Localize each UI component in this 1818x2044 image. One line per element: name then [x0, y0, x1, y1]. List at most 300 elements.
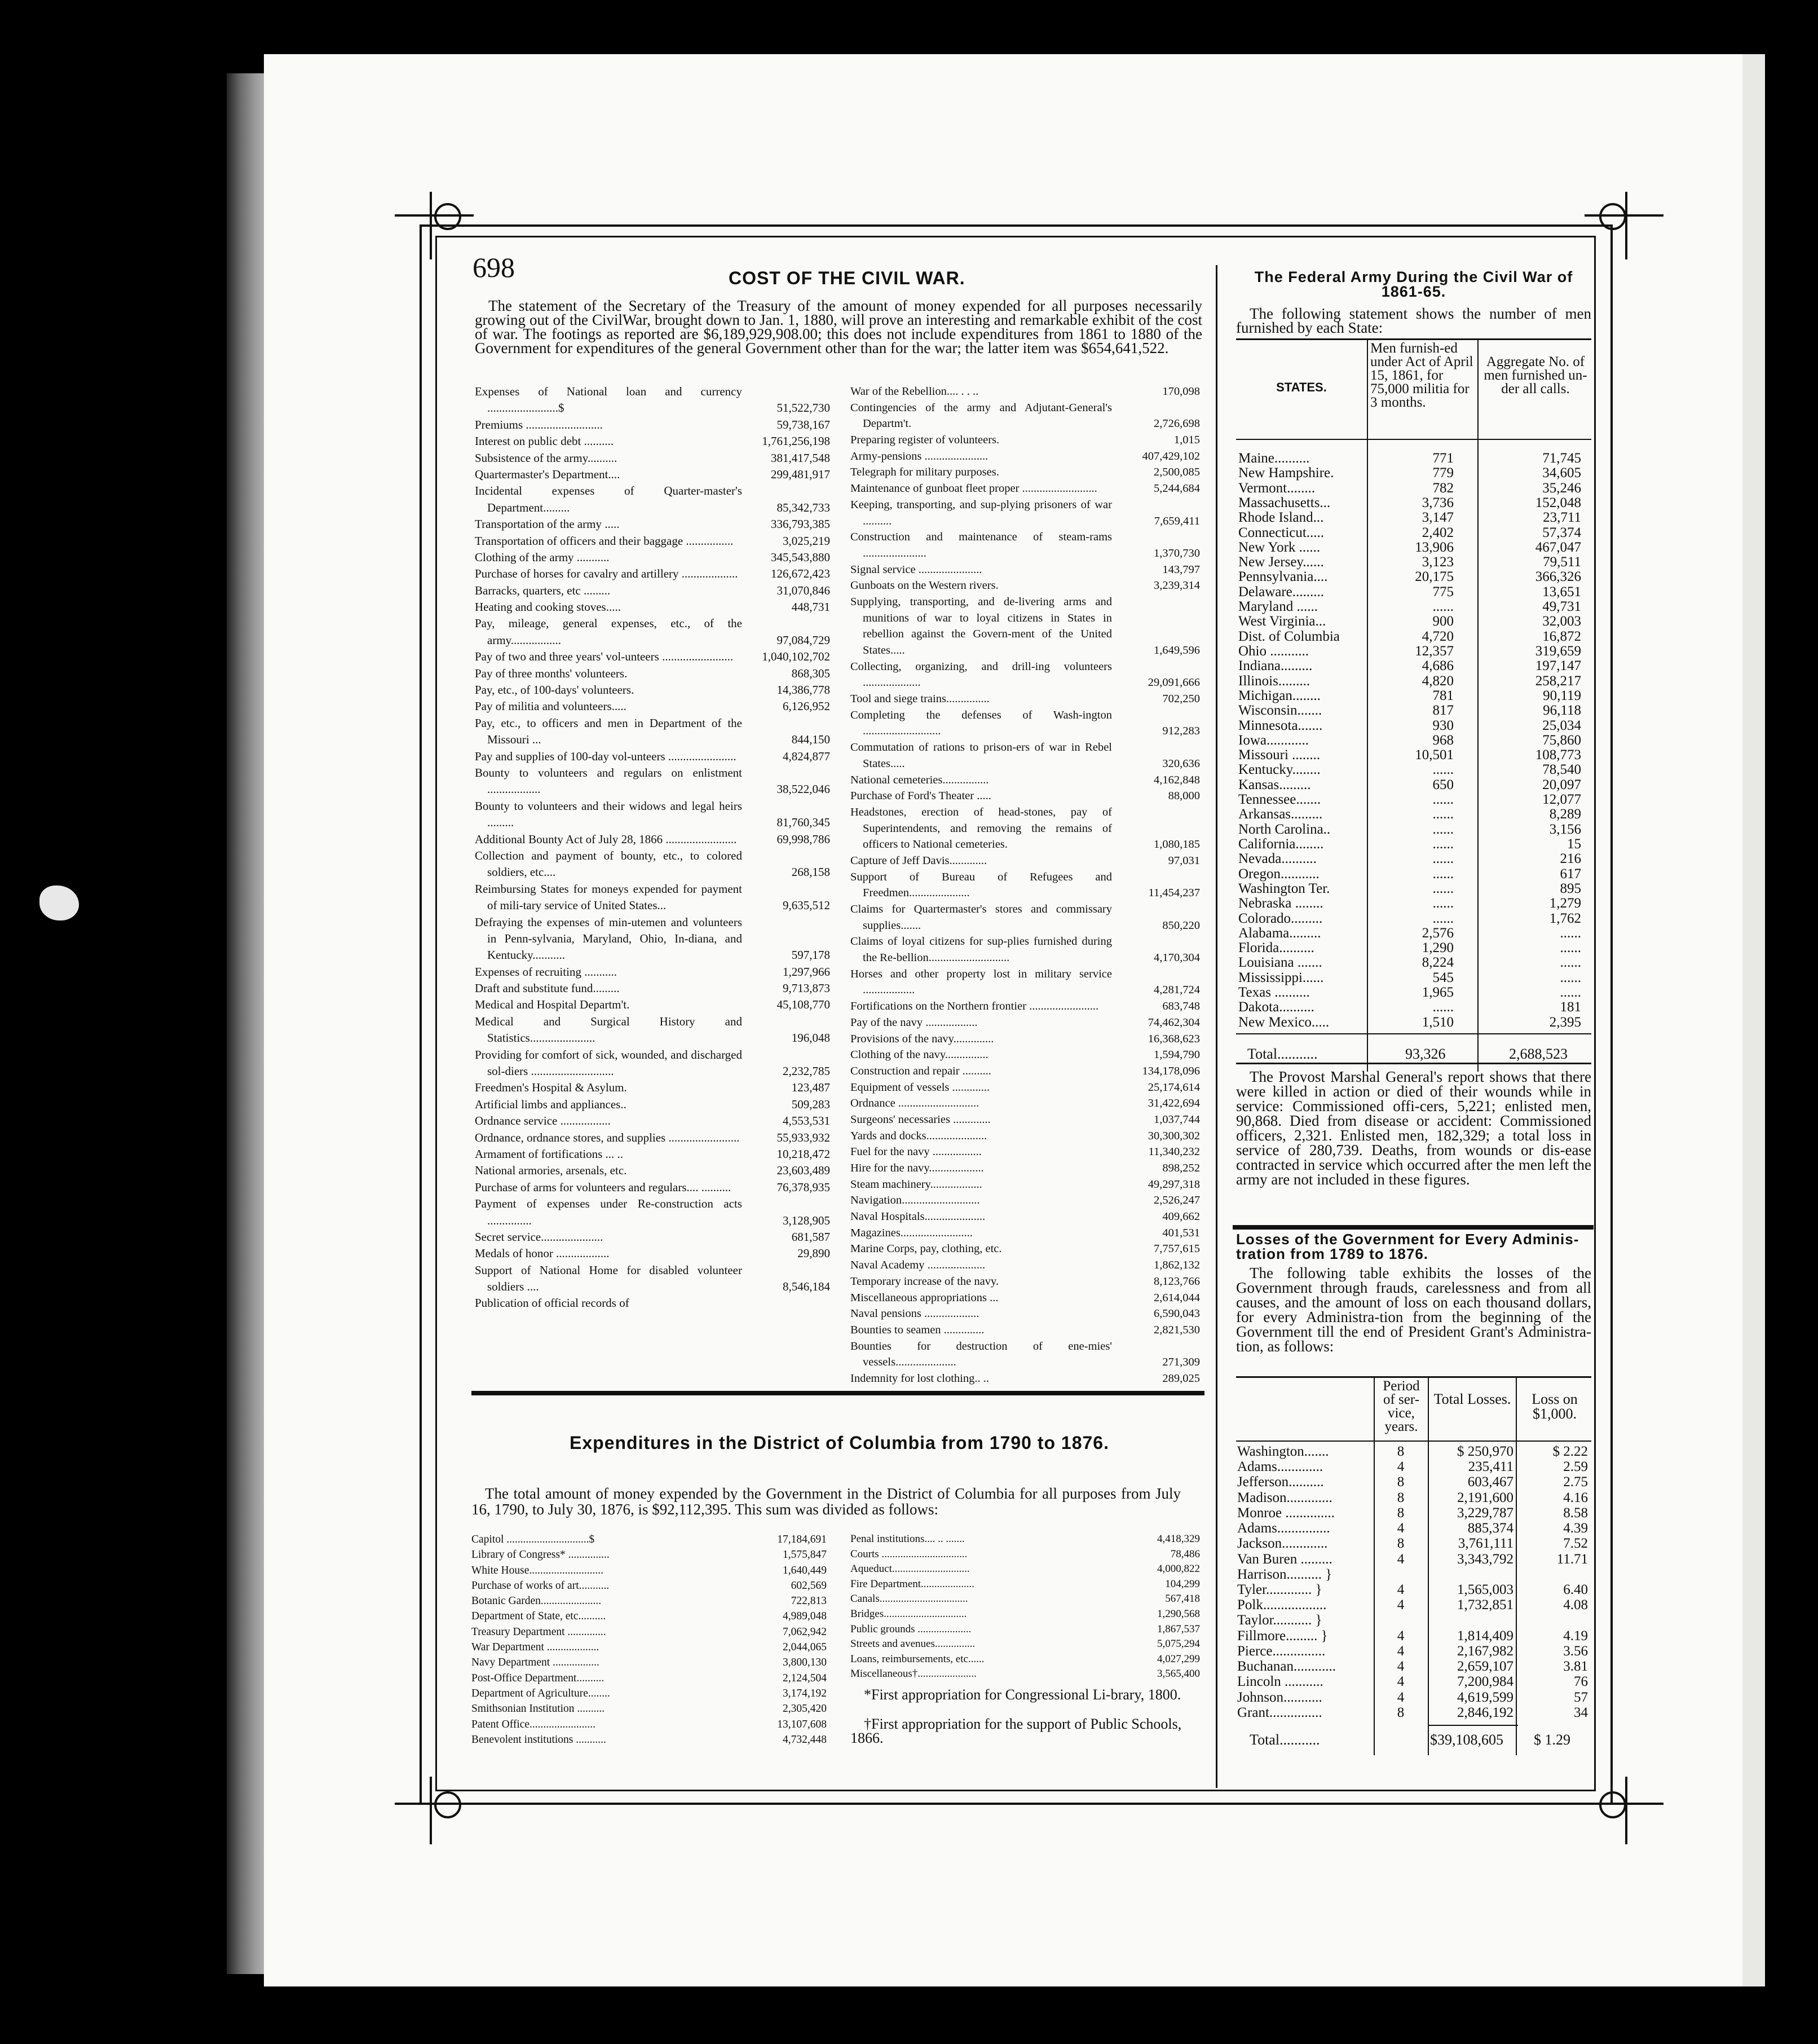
expense-label: Contingencies of the army and Adjutant-General's Departm't. [850, 401, 1112, 430]
expense-label: Incidental expenses of Quarter-master's Department......... [475, 484, 742, 514]
expense-label: Pay of militia and volunteers..... [475, 699, 626, 713]
administration-total-loss: 1,732,851 [1457, 1597, 1513, 1613]
expense-value: 170,098 [1162, 385, 1200, 398]
expense-value: 2,044,065 [783, 1641, 827, 1654]
expense-item [850, 1592, 1200, 1607]
state-men-aggregate: 1,762 [1549, 911, 1581, 926]
state-name: Pennsylvania.... [1238, 570, 1328, 585]
expense-item [475, 566, 830, 582]
expense-value: 104,299 [1165, 1578, 1200, 1590]
state-name: Kansas......... [1238, 777, 1311, 792]
expense-value: 76,378,935 [776, 1180, 830, 1194]
expense-item [850, 691, 1200, 707]
administration-total-loss: 603,467 [1467, 1474, 1513, 1490]
expense-value: 702,250 [1162, 693, 1200, 706]
expense-value: 97,031 [1168, 854, 1200, 867]
expense-item [471, 1717, 827, 1732]
state-row [1236, 674, 1591, 689]
state-men-1861: 3,736 [1422, 495, 1454, 510]
state-name: Minnesota....... [1238, 718, 1323, 733]
state-name: Oregon........... [1238, 866, 1320, 882]
expense-item [475, 583, 830, 599]
state-men-aggregate: ...... [1560, 970, 1581, 985]
expense-item [475, 881, 830, 914]
expense-item [850, 853, 1200, 869]
state-name: Kentucky........ [1238, 763, 1321, 778]
administration-period: 4 [1397, 1551, 1405, 1567]
administration-period: 4 [1397, 1659, 1405, 1675]
expense-label: Support of National Home for disabled volunteer soldiers .... [475, 1263, 742, 1294]
expense-item [850, 998, 1200, 1015]
expense-value: 2,726,698 [1154, 417, 1200, 430]
expense-label: Surgeons' necessaries ............. [850, 1113, 991, 1126]
expense-item [850, 1577, 1200, 1592]
administration-name: Johnson........... [1237, 1689, 1322, 1705]
state-men-1861: 650 [1432, 777, 1454, 792]
expense-value: 25,174,614 [1148, 1081, 1200, 1094]
state-name: North Carolina.. [1238, 822, 1331, 837]
expense-value: 1,037,744 [1154, 1113, 1200, 1126]
administration-period: 4 [1397, 1628, 1405, 1644]
federal-total-label: Total........... [1247, 1046, 1318, 1062]
expense-label: White House........................... [471, 1564, 603, 1576]
expense-label: Capture of Jeff Davis............. [850, 854, 987, 867]
expense-value: 4,000,822 [1157, 1563, 1200, 1575]
expense-label: Artificial limbs and appliances.. [475, 1097, 626, 1111]
state-men-aggregate: ...... [1560, 955, 1581, 971]
dc-intro: The total amount of money expended by the Government in the District of Columbia for all purposes from July 16, 1790, to July 30, 1876, is $92,112,395. This sum was divided as follows: [471, 1485, 1181, 1518]
dc-note-2: †First appropriation for the support of Public Schools, 1866. [850, 1716, 1182, 1746]
state-men-1861: ...... [1432, 600, 1454, 615]
expense-label: Yards and docks..................... [850, 1129, 987, 1142]
provost-report: The Provost Marshal General's report shows that there were killed in action or died of their wounds while in service: Commissioned offi-cers, 5,221; enlisted men, 90,868. Died from disease or accident: Commissioned officers, 2,321. Enlisted men, 182,329; a total loss in service of 280,739. Deaths, from wounds or dis-ease contracted in service which occurred after the men left the army are not included in these figures. [1236, 1068, 1591, 1188]
state-row [1236, 540, 1591, 555]
state-men-aggregate: 216 [1560, 852, 1581, 867]
expense-item [850, 529, 1200, 561]
administration-name: Jefferson.......... [1237, 1474, 1324, 1490]
administration-row [1236, 1444, 1591, 1459]
state-men-aggregate: 16,872 [1542, 629, 1581, 644]
expense-item [850, 1562, 1200, 1577]
expense-value: 1,370,730 [1154, 547, 1200, 560]
expense-value: 38,522,046 [776, 782, 830, 796]
state-men-1861: 4,820 [1422, 673, 1454, 689]
state-name: Arkansas......... [1238, 807, 1323, 822]
state-men-aggregate: 49,731 [1542, 600, 1581, 615]
state-name: Washington Ter. [1238, 881, 1330, 896]
administration-row [1236, 1582, 1591, 1597]
administration-period: 4 [1397, 1597, 1405, 1613]
state-men-1861: 968 [1432, 733, 1454, 748]
expense-label: Gunboats on the Western rivers. [850, 579, 999, 592]
expense-value: 4,281,724 [1154, 984, 1200, 997]
expense-value: 69,998,786 [776, 832, 830, 846]
administration-total-loss: 2,167,982 [1457, 1643, 1513, 1659]
administration-name: Polk.................. [1237, 1597, 1327, 1613]
administration-period: 4 [1397, 1643, 1405, 1659]
state-name: Louisiana ....... [1238, 955, 1322, 971]
administration-loss-per-1000: 2.59 [1563, 1459, 1588, 1475]
administration-period: 8 [1397, 1474, 1405, 1490]
expense-item [850, 659, 1200, 691]
state-men-1861: 775 [1432, 584, 1454, 600]
state-name: Nebraska ........ [1238, 896, 1323, 911]
expense-label: Medical and Hospital Departm't. [475, 998, 630, 1012]
federal-title: The Federal Army During the Civil War of 1861-65. [1254, 268, 1573, 300]
expense-value: 4,027,299 [1157, 1653, 1200, 1665]
expense-value: 2,305,420 [783, 1703, 827, 1715]
state-row [1236, 570, 1591, 584]
expense-value: 409,662 [1162, 1210, 1200, 1223]
losses-rows [1236, 1444, 1591, 1720]
federal-total-aggregate: 2,688,523 [1509, 1046, 1568, 1062]
expense-label: War of the Rebellion.... . . .. [850, 385, 979, 398]
state-men-1861: ...... [1432, 807, 1454, 822]
expense-value: 6,126,952 [783, 699, 830, 713]
expense-value: 126,672,423 [771, 567, 830, 581]
expense-label: Steam machinery.................. [850, 1178, 982, 1191]
administration-name: Grant............... [1237, 1704, 1322, 1720]
administration-total-loss: 4,619,599 [1457, 1689, 1513, 1705]
administration-total-loss: 3,343,792 [1457, 1551, 1513, 1567]
expense-label: Construction and maintenance of steam-rams ...................... [850, 531, 1112, 560]
state-men-aggregate: 181 [1560, 1000, 1581, 1015]
expense-value: 16,368,623 [1148, 1032, 1200, 1045]
expense-label: Ordnance, ordnance stores, and supplies ........................ [475, 1130, 740, 1144]
expense-label: Bounties to seamen .............. [850, 1323, 985, 1336]
state-men-1861: 10,501 [1415, 748, 1454, 763]
expense-label: Streets and avenues............... [850, 1638, 976, 1650]
expense-label: Smithsonian Institution .......... [471, 1703, 605, 1715]
administration-total-loss: 2,846,192 [1457, 1704, 1513, 1720]
state-name: Rhode Island... [1238, 510, 1324, 526]
expense-value: 49,297,318 [1148, 1178, 1200, 1191]
expense-item [850, 788, 1200, 804]
expense-item [850, 1209, 1200, 1225]
expense-item [850, 1338, 1200, 1371]
expense-value: 2,500,085 [1154, 466, 1200, 479]
expense-item [475, 765, 830, 798]
cost-left-column [475, 384, 830, 1376]
administration-loss-per-1000: 3.81 [1563, 1659, 1588, 1675]
expense-item [475, 1196, 830, 1229]
expense-label: National cemeteries................ [850, 773, 989, 786]
administration-row [1236, 1690, 1591, 1705]
expense-label: Freedmen's Hospital & Asylum. [475, 1081, 627, 1095]
state-men-1861: ...... [1432, 911, 1454, 926]
expense-label: Telegraph for military purposes. [850, 466, 999, 479]
state-row [1236, 852, 1591, 866]
expense-value: 3,565,400 [1157, 1668, 1200, 1680]
expense-label: Capitol ..............................$ [471, 1534, 595, 1545]
state-men-aggregate: 3,156 [1549, 822, 1581, 837]
expense-label: Pay, etc., of 100-days' volunteers. [475, 683, 634, 697]
expense-item [850, 1015, 1200, 1031]
dc-note-1: *First appropriation for Congressional Li-brary, 1800. [864, 1686, 1181, 1703]
state-men-1861: 817 [1432, 703, 1454, 719]
expense-item [850, 901, 1200, 933]
federal-rows [1236, 451, 1591, 1030]
state-men-aggregate: 197,147 [1535, 659, 1581, 674]
expense-value: 3,174,192 [783, 1687, 827, 1699]
expense-item [850, 1192, 1200, 1209]
expense-value: 448,731 [791, 600, 830, 614]
expense-label: Pay of two and three years' vol-unteers ........................ [475, 650, 734, 664]
state-men-aggregate: 57,374 [1542, 525, 1581, 540]
expense-label: Fuel for the navy ................. [850, 1146, 982, 1158]
state-men-aggregate: 258,217 [1535, 673, 1581, 689]
expense-value: 336,793,385 [771, 517, 830, 531]
expense-item [850, 966, 1200, 998]
expense-label: Indemnity for lost clothing.. .. [850, 1372, 989, 1385]
expense-label: Benevolent institutions ........... [471, 1733, 606, 1746]
state-row [1236, 941, 1591, 955]
expense-label: Publication of official records of [475, 1296, 629, 1310]
state-men-aggregate: 1,279 [1549, 896, 1581, 911]
expense-value: 31,070,846 [776, 583, 830, 597]
expense-label: Pay, etc., to officers and men in Department of the Missouri ... [475, 716, 742, 747]
expense-item [475, 848, 830, 881]
administration-loss-per-1000: 6.40 [1563, 1582, 1588, 1597]
state-row [1236, 703, 1591, 718]
expense-value: 9,713,873 [783, 981, 830, 995]
expense-label: Collecting, organizing, and drill-ing volunteers .................... [850, 660, 1112, 689]
expense-item [475, 748, 830, 765]
administration-name: Van Buren ......... [1237, 1551, 1332, 1567]
expense-item [471, 1671, 827, 1686]
administration-period: 8 [1397, 1444, 1405, 1459]
expense-label: Miscellaneous†...................... [850, 1668, 977, 1680]
state-men-1861: 12,357 [1415, 644, 1454, 659]
expense-item [475, 1146, 830, 1162]
cost-intro: The statement of the Secretary of the Treasury of the amount of money expended for all purposes necessarily growing out of the CivilWar, brought down to Jan. 1, 1880, will prove an interesting and remarkable exhibit of the cost of war. The footings as reported are $6,189,929,908.00; this does not include expenditures from 1861 to 1880 of the Government for expenditures of the general Government other than for the war; the latter item was $654,641,522. [475, 297, 1202, 356]
expense-label: Botanic Garden...................... [471, 1595, 602, 1607]
state-men-1861: 771 [1432, 451, 1454, 466]
state-name: New Mexico..... [1238, 1015, 1330, 1030]
expense-item [850, 1144, 1200, 1160]
expense-label: Secret service..................... [475, 1230, 603, 1244]
expense-item [471, 1655, 827, 1670]
expense-label: Navigation........................... [850, 1194, 980, 1207]
state-men-1861: ...... [1432, 852, 1454, 867]
state-name: Nevada.......... [1238, 852, 1317, 867]
expense-label: Magazines......................... [850, 1226, 973, 1239]
state-name: Delaware......... [1238, 584, 1325, 600]
expense-value: 11,340,232 [1148, 1146, 1200, 1158]
administration-name: Tyler............. } [1237, 1582, 1322, 1597]
expense-item [475, 798, 830, 831]
state-men-1861: ...... [1432, 763, 1454, 778]
expense-label: Ordnance service ................. [475, 1114, 611, 1128]
expense-item [850, 1177, 1200, 1193]
expense-item [475, 1113, 830, 1129]
expense-label: Purchase of Ford's Theater ..... [850, 790, 991, 803]
federal-header-states: STATES. [1276, 380, 1327, 394]
state-name: New Hampshire. [1238, 466, 1334, 481]
administration-name: Adams............. [1237, 1459, 1323, 1475]
expense-value: 320,636 [1162, 757, 1200, 770]
state-row [1236, 451, 1591, 466]
expense-item [850, 400, 1200, 432]
administration-loss-per-1000: $ 2.22 [1552, 1444, 1588, 1459]
state-men-aggregate: 34,605 [1542, 466, 1581, 481]
state-name: West Virginia... [1238, 614, 1326, 629]
administration-row [1236, 1552, 1591, 1567]
expense-item [475, 533, 830, 549]
state-row [1236, 896, 1591, 911]
expense-value: 14,386,778 [776, 683, 830, 697]
expense-label: Purchase of works of art........... [471, 1579, 610, 1592]
administration-loss-per-1000: 76 [1574, 1674, 1588, 1690]
expense-label: Post-Office Department.......... [471, 1672, 604, 1684]
administration-period: 8 [1397, 1490, 1405, 1505]
expense-item [475, 1096, 830, 1113]
expense-item [475, 831, 830, 848]
expense-item [471, 1593, 827, 1609]
expense-item [850, 933, 1200, 966]
expense-item [850, 869, 1200, 901]
expense-item [475, 1014, 830, 1047]
state-men-1861: 782 [1432, 481, 1454, 496]
administration-row [1236, 1644, 1591, 1659]
administration-name: Washington....... [1237, 1444, 1329, 1459]
expense-label: Maintenance of gunboat fleet proper .......................... [850, 482, 1097, 495]
expense-item [850, 464, 1200, 481]
expense-label: Providing for comfort of sick, wounded, and discharged sol-diers ............................ [475, 1047, 742, 1078]
expense-label: Completing the defenses of Wash-ington ........................... [850, 708, 1112, 738]
state-name: Mississippi...... [1238, 970, 1324, 985]
expense-item [850, 1290, 1200, 1306]
state-row [1236, 971, 1591, 985]
expense-value: 1,040,102,702 [762, 650, 830, 664]
administration-total-loss: $ 250,970 [1457, 1444, 1513, 1459]
expense-item [471, 1547, 827, 1562]
expense-value: 31,422,694 [1148, 1097, 1200, 1110]
administration-name: Pierce............... [1237, 1643, 1326, 1659]
expense-label: Expenses of recruiting ........... [475, 964, 617, 979]
state-men-1861: 545 [1432, 970, 1454, 985]
state-men-1861: ...... [1432, 822, 1454, 837]
expense-label: Provisions of the navy.............. [850, 1032, 994, 1045]
expense-value: 4,989,048 [783, 1610, 827, 1623]
expense-item [850, 1047, 1200, 1063]
losses-total-row [1236, 1732, 1591, 1747]
expense-value: 1,649,596 [1154, 644, 1200, 657]
expense-item [850, 578, 1200, 594]
state-men-aggregate: 90,119 [1543, 688, 1581, 703]
expense-value: 3,800,130 [783, 1657, 827, 1669]
state-men-1861: 930 [1432, 718, 1454, 733]
expense-label: Subsistence of the army.......... [475, 451, 617, 465]
expense-value: 13,107,608 [777, 1718, 827, 1730]
administration-name: Adams............... [1237, 1521, 1330, 1536]
state-row [1236, 481, 1591, 496]
expense-item [850, 1622, 1200, 1637]
expense-item [475, 599, 830, 615]
expense-label: Bounty to volunteers and regulars on enlistment .................. [475, 765, 742, 796]
expense-value: 1,575,847 [783, 1549, 827, 1561]
expense-label: Tool and siege trains............... [850, 693, 990, 706]
state-men-1861: ...... [1432, 792, 1454, 808]
expense-label: Aqueduct............................. [850, 1563, 970, 1575]
state-name: Missouri ........ [1238, 748, 1321, 763]
state-men-aggregate: 32,003 [1542, 614, 1581, 629]
expense-value: 2,614,044 [1154, 1291, 1200, 1304]
expense-value: 59,738,167 [776, 417, 830, 431]
expense-label: Armament of fortifications ... .. [475, 1147, 624, 1161]
expense-value: 683,748 [1162, 1000, 1200, 1013]
expense-item [850, 1160, 1200, 1177]
state-men-1861: 13,906 [1415, 540, 1454, 555]
administration-row [1236, 1597, 1591, 1613]
expense-label: Bounty to volunteers and their widows and legal heirs ......... [475, 799, 742, 830]
state-men-aggregate: 319,659 [1535, 644, 1581, 659]
expense-value: 3,025,219 [783, 534, 830, 548]
administration-period: 4 [1397, 1521, 1405, 1536]
page-number: 698 [473, 252, 515, 283]
administration-total-loss: 1,814,409 [1457, 1628, 1513, 1644]
administration-total-loss: 2,659,107 [1457, 1659, 1513, 1675]
losses-header-total: Total Losses. [1433, 1391, 1511, 1407]
state-men-aggregate: 79,511 [1543, 555, 1581, 570]
administration-loss-per-1000: 2.75 [1563, 1474, 1588, 1490]
expense-label: Ordnance ............................ [850, 1097, 979, 1110]
expense-label: Fire Department.................... [850, 1578, 975, 1590]
expense-value: 196,048 [791, 1031, 830, 1045]
administration-period: 4 [1397, 1582, 1405, 1597]
state-name: California........ [1238, 837, 1324, 852]
state-name: Maine.......... [1238, 451, 1310, 466]
expense-item [475, 483, 830, 516]
expense-item [850, 481, 1200, 497]
expense-value: 898,252 [1162, 1162, 1200, 1174]
federal-total-row [1236, 1046, 1591, 1060]
state-men-aggregate: 617 [1560, 866, 1581, 882]
state-row [1236, 600, 1591, 614]
administration-total-loss: 2,191,600 [1457, 1490, 1513, 1505]
expense-value: 5,244,684 [1154, 482, 1200, 495]
state-men-aggregate: 108,773 [1535, 748, 1581, 763]
state-name: Tennessee....... [1238, 792, 1321, 808]
expense-value: 7,062,942 [783, 1625, 827, 1638]
losses-header-period: Period of ser-vice, years. [1383, 1378, 1420, 1434]
federal-header-aggregate: Aggregate No. of men furnished un-der all calls. [1484, 354, 1587, 397]
expense-item [850, 1274, 1200, 1290]
state-row [1236, 733, 1591, 748]
losses-total-label: Total........... [1250, 1732, 1320, 1748]
expense-label: Pay of three months' volunteers. [475, 666, 628, 680]
expense-value: 3,128,905 [783, 1213, 830, 1227]
expense-value: 2,232,785 [783, 1064, 830, 1078]
expense-label: Naval Hospitals..................... [850, 1210, 986, 1223]
expense-label: War Department ................... [471, 1641, 599, 1654]
administration-name: Monroe .............. [1237, 1505, 1335, 1521]
state-men-aggregate: 467,047 [1535, 540, 1581, 555]
state-name: Massachusetts... [1238, 495, 1331, 510]
state-row [1236, 526, 1591, 540]
state-men-1861: 4,686 [1422, 659, 1454, 674]
losses-top-rule [1233, 1225, 1594, 1230]
administration-name: Madison............. [1237, 1490, 1332, 1505]
expense-item [850, 432, 1200, 448]
administration-period: 8 [1397, 1505, 1405, 1521]
expense-value: 3,239,314 [1154, 579, 1200, 592]
expense-label: Bounties for destruction of ene-mies' vessels..................... [850, 1340, 1112, 1369]
expense-value: 8,123,766 [1154, 1275, 1200, 1288]
state-men-1861: ...... [1432, 837, 1454, 852]
state-row [1236, 1000, 1591, 1015]
expense-item [475, 964, 830, 980]
